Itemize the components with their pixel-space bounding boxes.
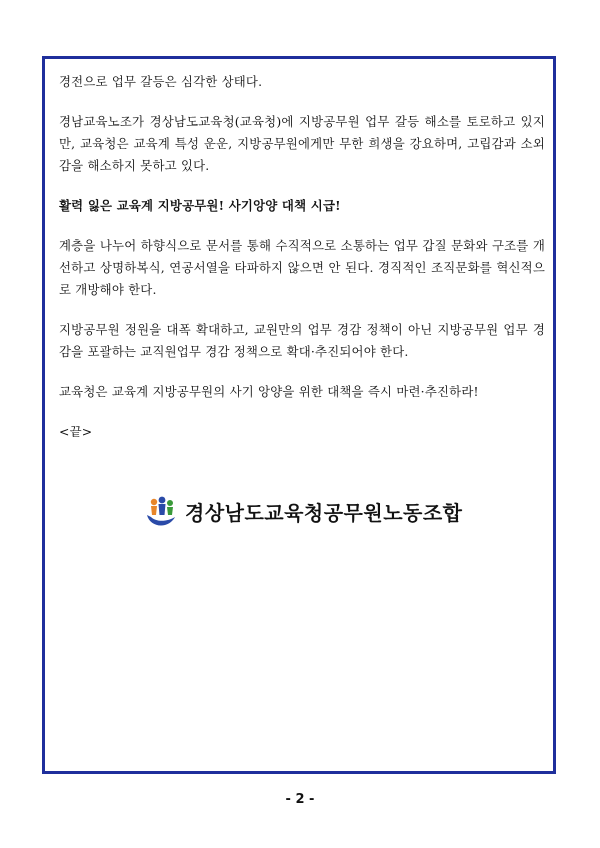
section-heading: 활력 잃은 교육계 지방공무원! 사기앙양 대책 시급!: [59, 198, 341, 213]
paragraph-3: 계층을 나누어 하향식으로 문서를 통해 수직적으로 소통하는 업무 갑질 문화와 구조를 개선하고 상명하복식, 연공서열을 타파하지 않으면 안 된다. 경직적인 조직문화를 혁신적으로 개방해야 한다.: [59, 238, 545, 297]
paragraph-4: 지방공무원 정원을 대폭 확대하고, 교원만의 업무 경감 정책이 아닌 지방공무원 업무 경감을 포괄하는 교직원업무 경감 정책으로 확대·추진되어야 한다.: [59, 322, 545, 359]
paragraph-2: 경남교육노조가 경상남도교육청(교육청)에 지방공무원 업무 갈등 해소를 토로하고 있지만, 교육청은 교육계 특성 운운, 지방공무원에게만 무한 희생을 강요하며, 고립감과 소외감을 해소하지 못하고 있다.: [59, 114, 545, 173]
union-logo: [143, 491, 462, 531]
paragraph-5: 교육청은 교육계 지방공무원의 사기 앙양을 위한 대책을 즉시 마련·추진하라!: [59, 384, 479, 399]
paragraph-1: 경전으로 업무 갈등은 심각한 상태다.: [59, 74, 263, 89]
page-frame: [42, 56, 556, 774]
document-body: [59, 71, 545, 443]
end-mark: <끝>: [59, 424, 93, 439]
union-name: 경상남도교육청공무원노동조합: [185, 500, 463, 525]
union-logo-icon: [143, 493, 179, 529]
page-number: - 2 -: [285, 792, 315, 807]
